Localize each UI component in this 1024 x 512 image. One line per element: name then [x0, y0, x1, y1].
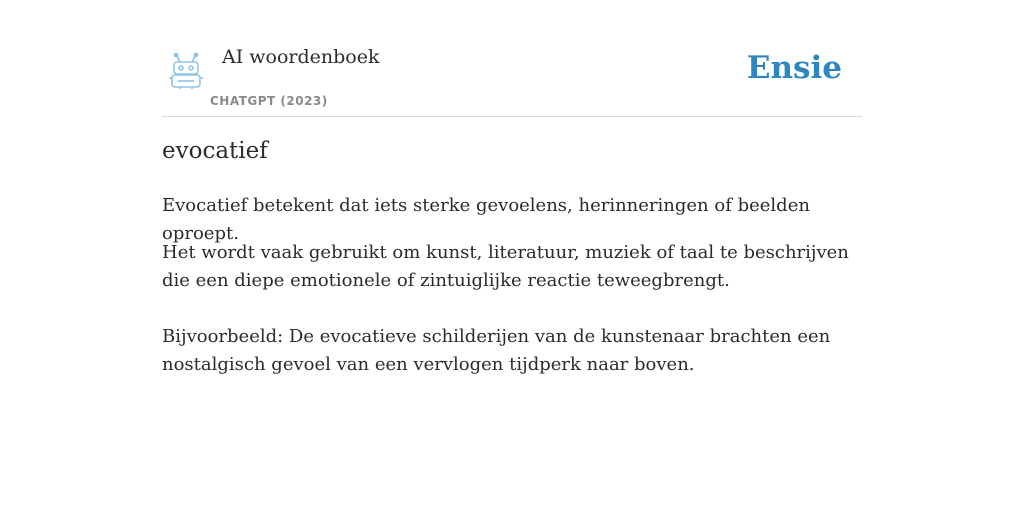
entry-definition: Evocatief betekent dat iets sterke gevoelens, herinneringen of beelden oproept. [162, 195, 810, 244]
brand-logo[interactable]: Ensie [746, 50, 842, 86]
source-subtitle: CHATGPT (2023) [210, 94, 328, 108]
robot-icon [166, 52, 206, 90]
source-title[interactable]: AI woordenboek [222, 46, 380, 68]
entry-usage: Het wordt vaak gebruikt om kunst, literatuur, muziek of taal te beschrijven die een diepe emotionele of zintuiglijke reactie teweegbrengt. [162, 242, 849, 291]
entry-term: evocatief [162, 138, 268, 164]
entry-header [162, 0, 862, 117]
entry-example: Bijvoorbeeld: De evocatieve schilderijen van de kunstenaar brachten een nostalgisch gevoel van een vervlogen tijdperk naar boven. [162, 326, 831, 375]
dictionary-entry-page [162, 0, 862, 375]
